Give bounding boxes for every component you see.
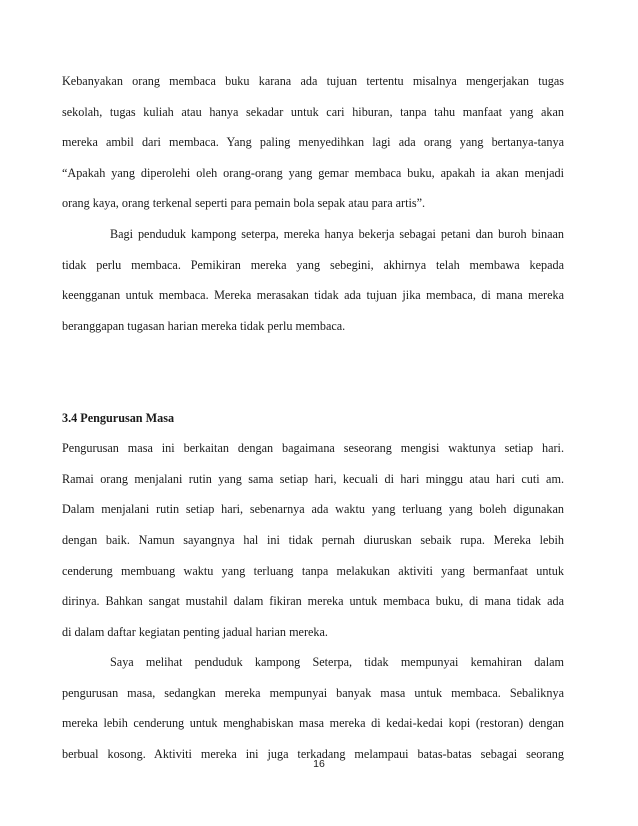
text-line: beranggapan tugasan harian mereka tidak perlu membaca. <box>62 318 346 333</box>
text-line: “Apakah yang diperolehi oleh orang-orang yang gemar membaca buku, apakah ia akan menjadi <box>62 165 564 180</box>
text-line: cenderung membuang waktu yang terluang tanpa melakukan aktiviti yang bermanfaat untuk <box>62 563 564 578</box>
text-line: orang kaya, orang terkenal seperti para pemain bola sepak atau para artis”. <box>62 196 426 211</box>
text-line: mereka ambil dari membaca. Yang paling menyedihkan lagi ada orang yang bertanya-tanya <box>62 135 564 150</box>
text-line: berbual kosong. Aktiviti mereka ini juga terkadang melampaui batas-batas sebagai seorang <box>62 747 564 762</box>
text-line: Bagi penduduk kampong seterpa, mereka hanya bekerja sebagai petani dan buroh binaan <box>110 226 564 241</box>
text-line: di dalam daftar kegiatan penting jadual harian mereka. <box>62 624 328 639</box>
paragraph-1 <box>62 66 564 219</box>
text-line: dirinya. Bahkan sangat mustahil dalam fikiran mereka untuk membaca buku, di mana tidak ada <box>62 594 564 609</box>
paragraph-3 <box>62 433 564 647</box>
paragraph-2 <box>62 219 564 341</box>
text-line: Pengurusan masa ini berkaitan dengan bagaimana seseorang mengisi waktunya setiap hari. <box>62 441 564 456</box>
text-line: tidak perlu membaca. Pemikiran mereka yang sebegini, akhirnya telah membawa kepada <box>62 257 564 272</box>
text-line: Ramai orang menjalani rutin yang sama setiap hari, kecuali di hari minggu atau hari cuti am. <box>62 471 564 486</box>
text-line: keengganan untuk membaca. Mereka merasakan tidak ada tujuan jika membaca, di mana mereka <box>62 288 564 303</box>
section-spacer <box>62 341 564 372</box>
document-page <box>62 66 564 770</box>
text-line: dengan baik. Namun sayangnya hal ini tidak pernah diuruskan sebaik rupa. Mereka lebih <box>62 532 564 547</box>
section-heading: 3.4 Pengurusan Masa <box>62 410 175 425</box>
text-line: Saya melihat penduduk kampong Seterpa, tidak mempunyai kemahiran dalam <box>110 655 564 670</box>
text-line: mereka lebih cenderung untuk menghabiskan masa mereka di kedai-kedai kopi (restoran) dengan <box>62 716 564 731</box>
text-line: pengurusan masa, sedangkan mereka mempunyai banyak masa untuk membaca. Sebaliknya <box>62 685 564 700</box>
text-line: Dalam menjalani rutin setiap hari, sebenarnya ada waktu yang terluang yang boleh digunakan <box>62 502 564 517</box>
text-line: Kebanyakan orang membaca buku karana ada tujuan tertentu misalnya mengerjakan tugas <box>62 74 564 88</box>
page-number: 16 <box>313 758 325 770</box>
section-spacer <box>62 372 564 403</box>
paragraph-4 <box>62 647 564 769</box>
text-line: sekolah, tugas kuliah atau hanya sekadar untuk cari hiburan, tanpa tahu manfaat yang akan <box>62 104 564 119</box>
